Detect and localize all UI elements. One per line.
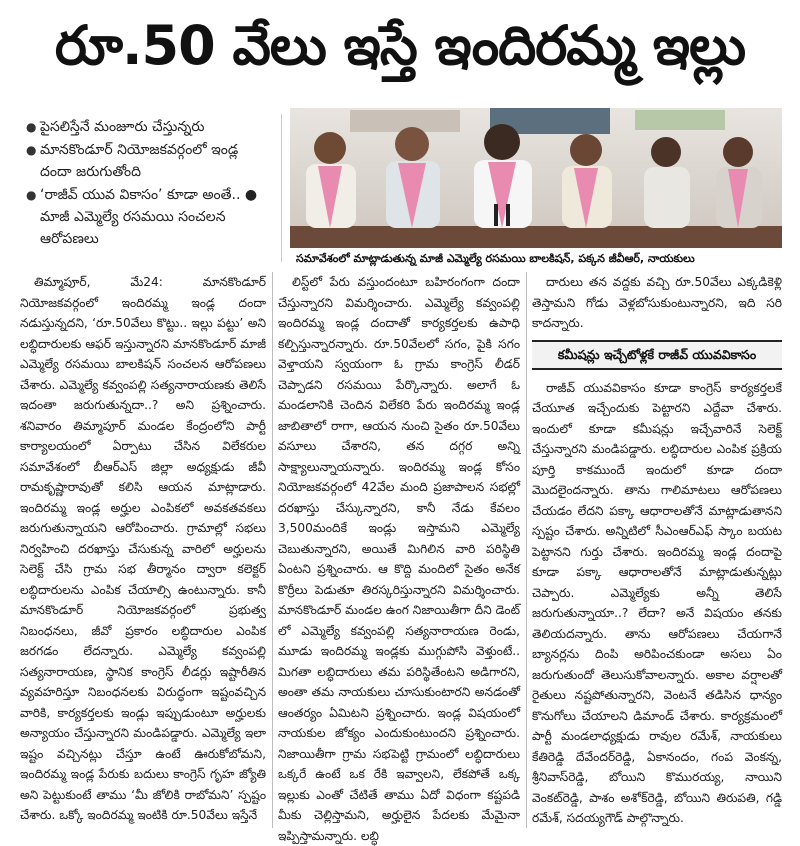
photo-caption: సమావేశంలో మాట్లాడుతున్న మాజీ ఎమ్మెల్యే రసమయి బాలకిషన్, పక్కన జీవీఆర్, నాయకులు bbox=[290, 248, 782, 270]
highlight-text: మానకొండూర్ నియోజకవర్గంలో ఇండ్ల దందా జరుగుతోంది bbox=[40, 142, 239, 180]
highlight-text: పైసలిస్తేనే మంజూరు చేస్తున్నరు bbox=[40, 119, 205, 135]
person-3 bbox=[474, 124, 532, 228]
person-2 bbox=[386, 127, 440, 228]
section-subhead: కమీషన్లు ఇచ్చేటోళ్లకే రాజీవ్ యువవికాసం bbox=[532, 340, 782, 370]
article-column-3 bbox=[532, 272, 782, 832]
bullet-dot-icon: ● bbox=[26, 143, 37, 157]
headline: రూ.50 వేలు ఇస్తే ఇందిరమ్మ ఇల్లు bbox=[54, 13, 746, 77]
bullet-dot-icon: ● bbox=[26, 188, 37, 202]
article-column-2 bbox=[278, 272, 520, 843]
highlights-box bbox=[20, 114, 282, 262]
article-paragraph: రాజీవ్ యువవికాసం కూడా కాంగ్రెస్ కార్యకర్తలకే చేయూత ఇచ్చేందుకు పెట్టారని ఎద్దేవా చేశారు. ఇందులో కూడా కమీషన్లు ఇచ్చేవారినే సెలెక్ట్ చేస్తున్నారని మండిపడ్డారు. లబ్ధిదారుల ఎంపిక ప్రక్రియ పూర్తి కాకముందే ఇందులో కూడా దందా మొదలైందన్నారు. తాను గాలిమాటలు ఆరోపణలు చేయడం లేదని పక్కా ఆధారాలతోనే మాట్లాడుతానని స్పష్టం చేశారు. అన్నిటిలో సీఎంఆర్ఎఫ్ స్కాం బయట పెట్టానని గుర్తు చేశారు. ఇందిరమ్మ ఇండ్ల దందాపై కూడా పక్కా ఆధారాలతోనే మాట్లాడుతున్నట్లు చెప్పారు. ఎమ్మెల్యేకు అన్నీ తెలిసే జరుగుతున్నాయా..? లేదా? అనే విషయం తనకు తెలియదన్నారు. తాను ఆరోపణలు చేయగానే బ్యానర్లను దింపి అరిపించకుండా అసలు ఏం జరుగుతుందో తెలుసుకోవాలన్నారు. అకాల వర్షాలతో రైతులు నష్టపోతున్నారని, వెంటనే తడిసిన ధాన్యం కొనుగోలు చేయాలని డిమాండ్ చేశారు. కార్యక్రమంలో పార్టీ మండలాధ్యక్షుడు రావుల రమేశ్, నాయకులు కేతిరెడ్డి దేవేందర్‌రెడ్డి, ఏకానందం, గంప వెంకన్న, శ్రీనివాస్‌రెడ్డి, బోయిని కొమురయ్య, నాయిని వెంకట్‌రెడ్డి, పాశం అశోక్‌రెడ్డి, బోయిని తిరుపతి, గడ్డి రమేశ్, సదయ్యగౌడ్ పాల్గొన్నారు. bbox=[532, 380, 782, 825]
person-4 bbox=[562, 134, 612, 228]
article-paragraph: తిమ్మాపూర్, మే24: మానకొండూర్ నియోజకవర్గంలో ఇందిరమ్మ ఇండ్ల దందా నడుస్తున్నదని, ‘రూ.50వేలు కొట్టు.. ఇల్లు పట్టు’ అని లబ్ధిదారులకు ఆఫర్ ఇస్తున్నారని మానకొండూర్ మాజీ ఎమ్మెల్యే రసమయి బాలకిషన్ సంచలన ఆరోపణలు చేశారు. ఎమ్మెల్యే కవ్వంపల్లి సత్యనారాయణకు తెలిసే ఇదంతా జరుగుతున్నదా..? అని ప్రశ్నించారు. శనివారం తిమ్మాపూర్ మండల కేంద్రంలోని పార్టీ కార్యాలయంలో ఏర్పాటు చేసిన విలేకరుల సమావేశంలో బీఆర్ఎస్ జిల్లా అధ్యక్షుడు జీవీ రామకృష్ణారావుతో కలిసి ఆయన మాట్లాడారు. ఇందిరమ్మ ఇండ్ల అర్హుల ఎంపికలో అవకతవకలు జరుగుతున్నాయని ఆరోపించారు. గ్రామాల్లో సభలు నిర్వహించి దరఖాస్తు చేసుకున్న వారిలో అర్హులను సెలెక్ట్ చేసి గ్రామ సభ తీర్మానం ద్వారా కలెక్టర్ లబ్ధిదారులను ఎంపిక చేయాల్సి ఉంటున్నారు. కానీ మానకొండూర్ నియోజకవర్గంలో ప్రభుత్వ నిబంధనలు, జీవో ప్రకారం లబ్ధిదారుల ఎంపిక జరగడం లేదన్నారు. ఎమ్మెల్యే కవ్వంపల్లి సత్యనారాయణ, స్థానిక కాంగ్రెస్ లీడర్లు ఇష్టారీతిన వ్యవహరిస్తూ నిబంధనలకు విరుద్ధంగా ఇష్టంవచ్చిన వారికి, కార్యకర్తలకు ఇండ్లు ఇప్పుడుంటూ అర్హులకు అన్యాయం చేస్తున్నారని మండిపడ్డారు. ఎమ్మెల్యే ఇలా ఇష్టం వచ్చినట్లు చేస్తూ ఉంటే ఊరుకోబోమని, ఇందిరమ్మ ఇండ్ల పేరుకు బదులు కాంగ్రెస్ గృహ జ్యోతి అని పెట్టుకుంటే తాము ‘మీ జోలికి రాబోమని’ స్పష్టం చేశారు. ఒక్కో ఇందిరమ్మ ఇంటికి రూ.50వేలు ఇస్తేనే bbox=[20, 275, 266, 822]
bullet-dot-icon: ● bbox=[26, 120, 37, 134]
article-paragraph: దారులు తన వద్దకు వచ్చి రూ.50వేలు ఎక్కడికెళ్లి తెస్తామని గోడు వెళ్లబోసుకుంటున్నారని, ఇది సరి కాదన్నారు. bbox=[532, 275, 782, 330]
column-divider bbox=[272, 272, 273, 828]
highlight-item bbox=[26, 116, 273, 138]
press-meet-photo bbox=[290, 108, 782, 248]
person-1 bbox=[306, 132, 356, 228]
person-5 bbox=[644, 137, 690, 228]
article-column-1 bbox=[20, 272, 266, 832]
person-6 bbox=[716, 137, 762, 228]
highlight-item bbox=[26, 139, 273, 183]
highlight-item bbox=[26, 184, 273, 250]
highlight-text: ‘రాజీవ్ యువ వికాసం’ కూడా అంతే.. ● మాజీ ఎమ్మెల్యే రసమయి సంచలన ఆరోపణలు bbox=[40, 187, 258, 247]
article-paragraph: లిస్ట్‌లో పేరు వస్తుందంటూ బహిరంగంగా దందా చేస్తున్నారని విమర్శించారు. ఎమ్మెల్యే కవ్వంపల్లి ఇందిరమ్మ ఇండ్ల దందాతో కార్యకర్తలకు ఉపాధి కల్పిస్తున్నారన్నారు. రూ.50వేలలో సగం, పైకి సగం వెళ్తాయని స్వయంగా ఓ గ్రామ కాంగ్రెస్ లీడర్ చెప్పాడని రసమయి పేర్కొన్నారు. అలాగే ఓ మండలానికి చెందిన విలేకరి పేరు ఇందిరమ్మ ఇండ్ల జాబితాలో రాగా, ఆయన నుంచి సైతం రూ.50వేలు వసూలు చేశారని, తన దగ్గర అన్ని సాక్ష్యాలున్నాయన్నారు. ఇందిరమ్మ ఇండ్ల కోసం నియోజకవర్గంలో 42వేల మంది ప్రజాపాలన సభల్లో దరఖాస్తు చేస్కున్నారని, కానీ నేడు కేవలం 3,500మందికే ఇండ్లు ఇస్తామని ఎమ్మెల్యే చెబుతున్నారని, అయితే మిగిలిన వారి పరిస్థితి ఏంటని ప్రశ్నించారు. ఆ కొద్ది మందిలో సైతం అనేక కొర్రీలు పెడుతూ తిరస్కరిస్తున్నారని విమర్శించారు. మానకొండూర్ మండల ఉంగ నిజాయితీగా దీని డెంట్ లో ఎమ్మెల్యే కవ్వంపల్లి సత్యనారాయణ రెండు, మూడు ఇందిరమ్మ ఇండ్లకు ముగ్గుపోసి వెళ్తుంటే.. మిగతా లబ్ధిదారులు తమ పరిస్థితేంటని అడిగారని, అంతా తమ నాయకులు చూసుకుంటారని అనడంతో ఆంతర్యం ఏమిటని ప్రశ్నించారు. ఇండ్ల విషయంలో నాయకుల జోక్యం ఎందుకుంటుందని ప్రశ్నించారు. నిజాయితీగా గ్రామ సభపెట్టి గ్రామంలో లబ్ధిదారులు ఒక్కరే ఉంటే ఒక రేకి ఇవ్వాలని, లేకపోతే ఒక్క ఇల్లుకు ఎంతో చేటితే తాము ఏదో విధంగా కష్టపడి మీకు చెల్లిస్తామని, అర్హులైన పేదలకు మేమైనా ఇప్పిస్తామన్నారు. లబ్ధి bbox=[278, 275, 520, 843]
column-divider bbox=[526, 272, 527, 828]
press-meet-illustration bbox=[290, 108, 782, 248]
